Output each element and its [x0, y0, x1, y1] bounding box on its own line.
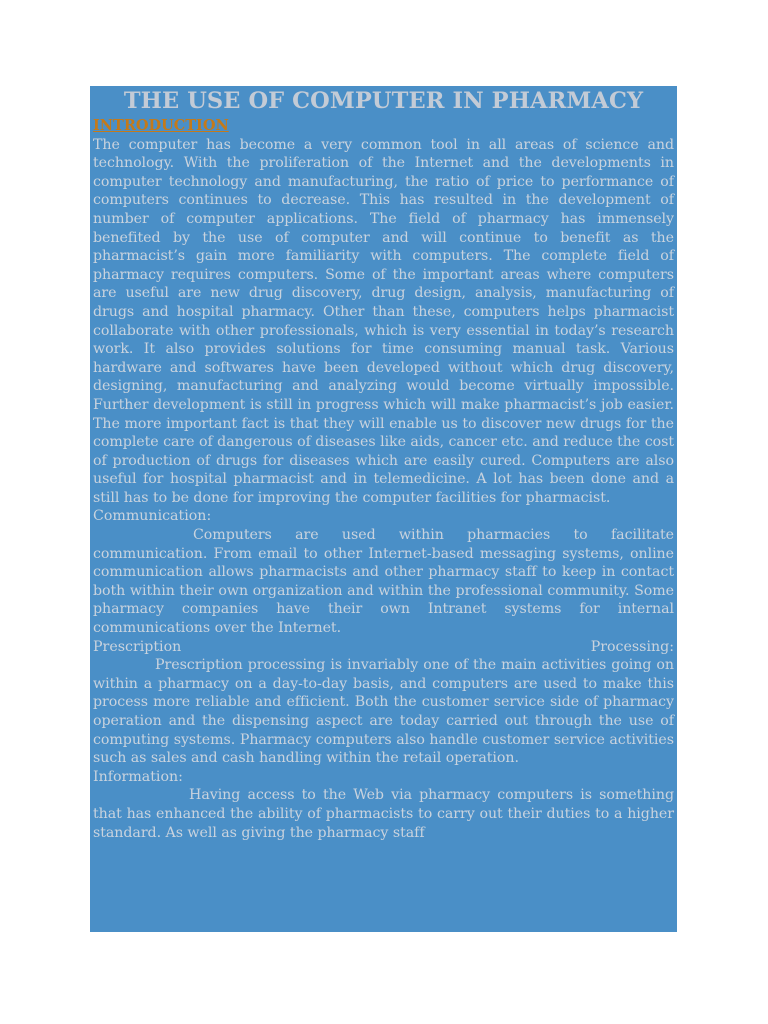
prescription-heading-left: Prescription [93, 638, 182, 655]
prescription-paragraph: Prescription processing is invariably one of the main activities going on within a pharmacy on a day-to-day basis, and computers are used to make this process more reliable and efficient. Both the customer service side of pharmacy operation and the dispensing aspect are today carried out through the use of computing systems. Pharmacy computers also handle customer service activities such as sales and cash handling within the retail operation. [93, 657, 674, 767]
introduction-heading: INTRODUCTION [93, 117, 229, 134]
communication-paragraph: Computers are used within pharmacies to facilitate communication. From email to other Internet-based messaging systems, online communication allows pharmacists and other pharmacy staff to keep in contact both within their own organization and within the professional community. Some pharmacy companies have their own Intranet systems for internal communications over the Internet. [93, 527, 674, 637]
prescription-heading [93, 638, 674, 657]
intro-heading-row [93, 115, 674, 136]
prescription-heading-right: Processing: [590, 638, 674, 655]
information-paragraph: Having access to the Web via pharmacy computers is something that has enhanced the ability of pharmacists to carry out their duties to a higher standard. As well as giving the pharmacy staff [93, 787, 674, 841]
communication-heading: Communication: [93, 508, 212, 525]
document-title: THE USE OF COMPUTER IN PHARMACY [123, 88, 644, 114]
introduction-paragraph: The computer has become a very common tool in all areas of science and technology. With the proliferation of the Internet and the developments in computer technology and manufacturing, the ratio of price to performance of computers continues to decrease. This has resulted in the development of number of computer applications. The field of pharmacy has immensely benefited by the use of computer and will continue to benefit as the pharmacist’s gain more familiarity with computers. The complete field of pharmacy requires computers. Some of the important areas where computers are useful are new drug discovery, drug design, analysis, manufacturing of drugs and hospital pharmacy. Other than these, computers helps pharmacist collaborate with other professionals, which is very essential in today’s research work. It also provides solutions for time consuming manual task. Various hardware and softwares have been developed without which drug discovery, designing, manufacturing and analyzing would become virtually impossible. Further development is still in progress which will make pharmacist’s job easier. The more important fact is that they will enable us to discover new drugs for the complete care of dangerous of diseases like aids, cancer etc. and reduce the cost of production of drugs for diseases which are easily cured. Computers are also useful for hospital pharmacist and in telemedicine. A lot has been done and a still has to be done for improving the computer facilities for pharmacist. [93, 136, 674, 506]
document-panel [90, 86, 677, 932]
information-heading: Information: [93, 768, 183, 785]
